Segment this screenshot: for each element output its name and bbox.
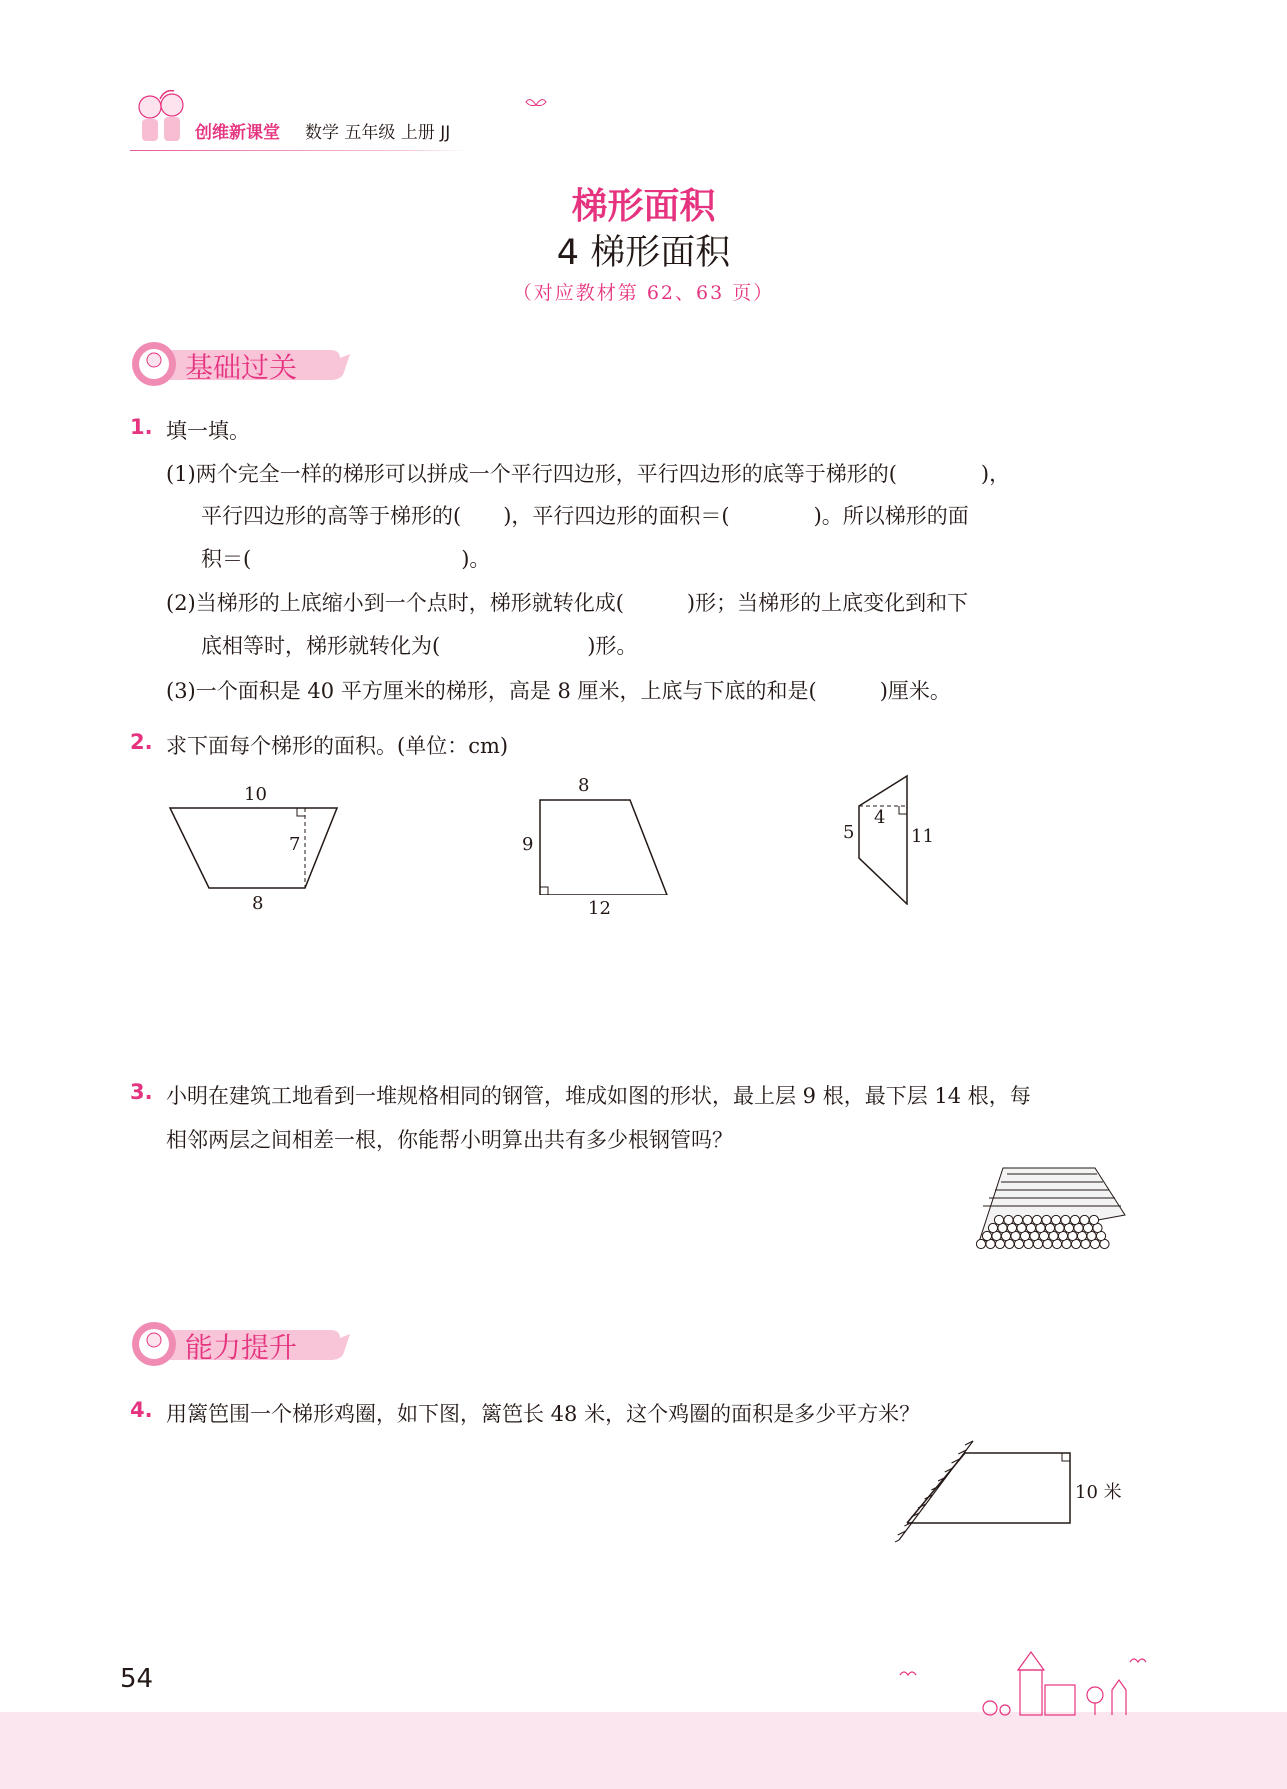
trapezoid-figure-1 [165, 800, 345, 895]
trapezoid-figure-3 [855, 770, 915, 905]
q1-line: (1)两个完全一样的梯形可以拼成一个平行四边形，平行四边形的底等于梯形的( )， [166, 462, 1011, 486]
q3-line: 小明在建筑工地看到一堆规格相同的钢管，堆成如图的形状，最上层 9 根，最下层 14 根，每 [166, 1084, 1031, 1108]
q1-line: (2)当梯形的上底缩小到一个点时，梯形就转化成( )形；当梯形的上底变化到和下 [166, 591, 969, 615]
header-kids-illustration [130, 85, 200, 155]
section-basic-badge [130, 340, 360, 390]
pipe-end-circle [1051, 1215, 1060, 1224]
fig3-right-label: 11 [911, 826, 934, 847]
q1-line: 积＝( )。 [201, 547, 491, 571]
q1-number: 1. [130, 415, 153, 439]
q3-number: 3. [130, 1080, 153, 1104]
trapezoid-figure-2 [535, 795, 675, 895]
pipe-end-circle [1080, 1215, 1089, 1224]
page-number: 54 [120, 1664, 154, 1694]
header-brand: 创维新课堂 [195, 123, 280, 143]
fig2-height-label: 9 [522, 834, 534, 855]
q1-line: 底相等时，梯形就转化为( )形。 [201, 634, 638, 658]
pipe-end-circle [1013, 1215, 1022, 1224]
q3-line: 相邻两层之间相差一根，你能帮小明算出共有多少根钢管吗？ [166, 1128, 733, 1152]
header-subject: 数学 五年级 上册 JJ [305, 123, 451, 143]
fig1-height-label: 7 [289, 834, 301, 855]
q1-prompt: 填一填。 [166, 419, 250, 443]
pipe-end-circle [976, 1239, 985, 1248]
chicken-coop-figure [895, 1438, 1075, 1543]
q4-number: 4. [130, 1398, 153, 1422]
section-basic-label: 基础过关 [185, 351, 298, 384]
pipe-end-circle [1004, 1215, 1013, 1224]
pipe-end-circle [1061, 1215, 1070, 1224]
coop-height-label: 10 米 [1075, 1482, 1122, 1503]
header-divider [130, 150, 470, 151]
section-advanced-badge [130, 1320, 360, 1370]
pipe-end-circle [1032, 1215, 1041, 1224]
pipe-end-circle [988, 1223, 997, 1232]
q1-line: (3)一个面积是 40 平方厘米的梯形，高是 8 厘米，上底与下底的和是( )厘米。 [166, 679, 951, 703]
q1-line: 平行四边形的高等于梯形的( )，平行四边形的面积＝( )。所以梯形的面 [201, 504, 969, 528]
textbook-reference: （对应教材第 62、63 页） [512, 282, 775, 304]
fig1-top-label: 10 [244, 784, 267, 805]
pipe-end-circle [1089, 1215, 1098, 1224]
lesson-title: 4 梯形面积 [556, 233, 731, 273]
unit-title: 梯形面积 [571, 186, 716, 227]
butterfly-icon [525, 97, 547, 113]
q2-number: 2. [130, 730, 153, 754]
pipe-end-circle [1042, 1215, 1051, 1224]
fig2-top-label: 8 [578, 775, 590, 796]
q2-prompt: 求下面每个梯形的面积。(单位：cm) [166, 734, 509, 758]
footer-castle-decoration [880, 1650, 1160, 1720]
q4-prompt: 用篱笆围一个梯形鸡圈，如下图，篱笆长 48 米，这个鸡圈的面积是多少平方米？ [166, 1402, 921, 1426]
wall-hatch-mark [895, 1540, 899, 1543]
pipe-end-circle [1023, 1215, 1032, 1224]
pipe-end-circle [1070, 1215, 1079, 1224]
steel-pipe-stack-figure [975, 1160, 1135, 1250]
fig1-bottom-label: 8 [252, 893, 264, 914]
pipe-end-circle [982, 1231, 991, 1240]
section-advanced-label: 能力提升 [185, 1331, 298, 1364]
fig2-bottom-label: 12 [588, 898, 611, 919]
footer-band [0, 1712, 1287, 1789]
fig3-left-label: 5 [843, 822, 855, 843]
pipe-end-circle [994, 1215, 1003, 1224]
fig3-top-label: 4 [874, 807, 886, 828]
